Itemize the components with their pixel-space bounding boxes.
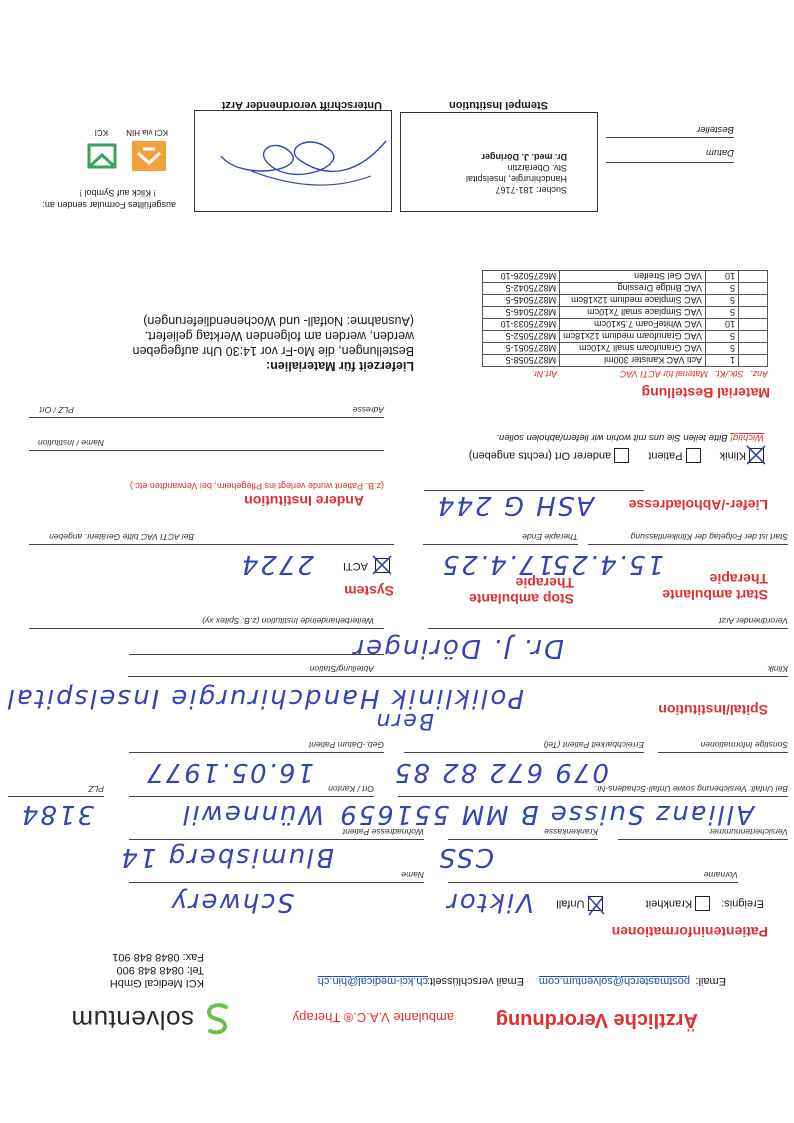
material-art-cell: M8275051-5 <box>483 343 560 355</box>
stamp-line3: Handchirurgie, Inselspital <box>465 174 567 184</box>
kci-label: KCI <box>94 128 108 137</box>
solventum-wordmark: solventum <box>71 1005 194 1035</box>
material-qty-cell[interactable] <box>739 307 768 319</box>
liefer-andere-label: anderer Ort (rechts angeben) <box>468 449 612 462</box>
actii-check-mark <box>371 554 393 576</box>
kci-send-icon[interactable] <box>86 141 118 171</box>
klinik-value-line2: Bern <box>374 708 434 733</box>
plz-ort-label: PLZ / Ort <box>39 405 74 415</box>
unfall-checkbox[interactable] <box>588 896 603 911</box>
krankheit-label: Krankheit <box>645 897 693 910</box>
liefer-value: ASH G 244 <box>435 490 594 520</box>
unfall-label: Unfall <box>556 897 585 910</box>
vorname-value: Viktor <box>445 887 534 917</box>
stamp-box <box>400 112 598 212</box>
lieferzeit-title: Lieferzeit für Materialien: <box>266 359 414 373</box>
material-table-body <box>483 271 768 367</box>
actii-checkbox[interactable] <box>375 558 390 573</box>
material-name-cell: Acti VAC Kanister 300ml <box>560 355 706 367</box>
material-art-cell: M8275052-5 <box>483 331 560 343</box>
material-qty-cell[interactable] <box>739 355 768 367</box>
material-section-title: Material Bestellung <box>641 385 770 401</box>
klinik-label: Klinik <box>767 664 788 674</box>
liefer-patient-label: Patient <box>648 449 683 462</box>
company-fax: Fax: 0848 848 901 <box>112 951 204 963</box>
plz-label: PLZ <box>88 784 104 794</box>
liefer-section-title: Liefer-/Abholadresse <box>628 497 768 513</box>
ort-value: Wünnewil <box>181 799 324 829</box>
material-row <box>483 355 768 367</box>
material-qty-cell[interactable] <box>739 319 768 331</box>
send-note <box>6 187 176 211</box>
lieferzeit-block <box>34 313 414 373</box>
liefer-wichtig-text: Bitte teilen Sie uns mit wohin wir liefern/abholen sollen. <box>496 432 728 443</box>
arzt-value: Dr. J. Döringer <box>351 633 564 663</box>
hin-label: KCI via HIN <box>126 128 168 137</box>
material-unit-cell: 10 <box>706 319 739 331</box>
material-col-unit: Stk./Kt. <box>714 369 744 379</box>
liefer-andere-checkbox[interactable] <box>614 448 629 463</box>
unfall-versicherung-value: Allianz Suisse B MM 551659 <box>338 799 754 829</box>
material-unit-cell: 10 <box>706 271 739 283</box>
material-name-cell: VAC WhiteFoam 7.5x10cm <box>560 319 706 331</box>
krankenkasse-value: CSS <box>437 842 494 872</box>
material-art-cell: M6275033-10 <box>483 319 560 331</box>
address-label: Wohnadresse Patient <box>342 827 424 837</box>
unfall-versicherung-label: Bei Unfall: Versicherung sowie Unfall-Schadens-Nr. <box>594 784 788 794</box>
name-institution-label: Name / Institution <box>37 438 104 448</box>
liefer-wichtig <box>496 432 764 443</box>
weiterbehandelnde-label: Weiterbehandelnde Institution (z.B. Spitex xy) <box>202 616 374 626</box>
signature-scribble <box>195 111 391 211</box>
adresse-label: Adresse <box>352 405 384 415</box>
ort-label: Ort / Kanton <box>328 784 374 794</box>
name-label: Name <box>401 870 424 880</box>
material-col-material: Material für ACTI VAC <box>619 369 708 379</box>
company-block <box>110 950 204 989</box>
name-value: Schwery <box>169 887 294 917</box>
material-row <box>483 319 768 331</box>
material-qty-cell[interactable] <box>739 343 768 355</box>
material-row <box>483 271 768 283</box>
ereignis-label: Ereignis: <box>721 897 764 910</box>
stamp-label: Stempel Institution <box>449 99 548 111</box>
send-note-line1: ! Klick auf Symbol ! <box>79 188 156 198</box>
material-name-cell: VAC Simplace medium 12x18cm <box>560 295 706 307</box>
start-date-value: 15.4.25 <box>550 549 664 579</box>
email-label: Email: <box>695 975 726 987</box>
material-unit-cell: 5 <box>706 343 739 355</box>
signature-label: Unterschrift verordnender Arzt <box>221 99 382 111</box>
email-encrypted-label: Email verschlüsselt: <box>426 975 524 987</box>
dob-label: Geb.-Datum Patient <box>308 740 384 750</box>
material-name-cell: VAC Gel Streifen <box>560 271 706 283</box>
sonstige-label: Sonstige Informationen <box>700 740 788 750</box>
versichertennummer-label: Versichertennummer <box>709 827 788 837</box>
dob-value: 16.05.1977 <box>145 757 314 787</box>
vorname-label: Vorname <box>703 870 738 880</box>
material-row <box>483 295 768 307</box>
form-subtitle: ambulante V.A.C.® Therapy <box>292 1010 454 1025</box>
actii-label: ACTI <box>342 559 368 572</box>
andere-institution-note: (z.B. Patient wurde verlegt ins Pflegeheim, bei Verwandten etc.) <box>129 481 384 491</box>
liefer-klinik-checkbox[interactable] <box>749 448 764 463</box>
arzt-label: Verordnender Arzt <box>719 616 788 626</box>
company-tel: Tel: 0848 848 900 <box>116 964 204 976</box>
actii-option <box>343 558 390 573</box>
liefer-wichtig-prefix: Wichtig! <box>730 432 764 443</box>
material-art-cell: M8275042-5 <box>483 283 560 295</box>
plz-value: 3184 <box>19 799 94 829</box>
material-name-cell: VAC Granufoam small 7x10cm <box>560 343 706 355</box>
material-unit-cell: 5 <box>706 283 739 295</box>
material-art-cell: M8275046-5 <box>483 307 560 319</box>
solventum-logo-icon <box>200 1001 234 1037</box>
material-name-cell: VAC Bridge Dressing <box>560 283 706 295</box>
lieferzeit-line1: Bestellungen, die Mo-Fr vor 14:30 Uhr aufgegeben <box>132 344 414 358</box>
material-row <box>483 283 768 295</box>
material-art-cell: M8275058-5 <box>483 355 560 367</box>
liefer-patient-checkbox[interactable] <box>686 448 701 463</box>
material-unit-cell: 1 <box>706 355 739 367</box>
phone-label: Erreichbarkeit Patient (Tel) <box>543 740 644 750</box>
material-col-qty: Anz. <box>749 369 768 379</box>
material-row <box>483 343 768 355</box>
liefer-options <box>469 448 764 463</box>
material-art-cell: M6275026-10 <box>483 271 560 283</box>
material-unit-cell: 5 <box>706 295 739 307</box>
hin-arrow-icon <box>132 141 166 171</box>
abteilung-label: Abteilung/Station <box>309 664 374 674</box>
stamp-line2: Stv. Oberärztin <box>507 163 567 173</box>
signature-box[interactable] <box>194 110 392 212</box>
liefer-klinik-check-mark <box>745 444 767 466</box>
stamp-line1: Dr. med. J. Döringer <box>481 152 567 162</box>
email-link[interactable]: postmasterch@solventum.com <box>538 975 690 987</box>
material-name-cell: VAC Simplace small 7x10cm <box>560 307 706 319</box>
system-title: System <box>344 583 394 599</box>
system-device-value: 2724 <box>239 549 314 579</box>
liefer-klinik-label: Klinik <box>719 449 746 462</box>
krankheit-checkbox[interactable] <box>695 896 710 911</box>
material-unit-cell: 5 <box>706 307 739 319</box>
system-note: Bei ACTI VAC bitte Gerätenr. angeben <box>49 532 194 542</box>
stop-note: Therapie Ende <box>522 532 578 542</box>
besteller-label: Besteller <box>697 124 734 135</box>
material-name-cell: VAC Granufoam medium 12x18cm <box>560 331 706 343</box>
andere-institution-title: Andere Institution <box>244 493 364 509</box>
ereignis-row <box>556 896 764 911</box>
material-qty-cell[interactable] <box>739 283 768 295</box>
stamp-content <box>466 151 567 195</box>
material-header <box>408 369 768 379</box>
unfall-check-mark <box>586 894 606 916</box>
start-therapie-title: Start ambulante Therapie <box>662 571 768 603</box>
material-qty-cell[interactable] <box>739 295 768 307</box>
material-qty-cell[interactable] <box>739 271 768 283</box>
solventum-logo <box>71 999 234 1037</box>
spital-section-title: Spital/Institution <box>658 702 768 718</box>
stamp-line4: Sucher: 181-7167 <box>495 185 567 195</box>
datum-label: Datum <box>706 147 734 158</box>
email-encrypted-link[interactable]: ch.kci-medical@hin.ch <box>317 975 428 987</box>
hin-send-icon[interactable] <box>132 141 166 171</box>
stop-therapie-title: Stop ambulante Therapie <box>468 575 574 607</box>
material-qty-cell[interactable] <box>739 331 768 343</box>
company-name: KCI Medical GmbH <box>109 977 204 989</box>
stop-date-value: 17.4.25 <box>440 549 554 579</box>
material-row <box>483 307 768 319</box>
klinik-value: Poliklinik Handchirurgie Inselspital <box>5 683 524 713</box>
material-art-cell: M8275045-5 <box>483 295 560 307</box>
material-table <box>482 270 768 367</box>
patient-section-title: Patienteninformationen <box>611 924 768 940</box>
krankenkasse-label: Krankenkasse <box>544 827 598 837</box>
kci-mail-icon <box>86 141 118 171</box>
send-note-line2: ausgefülltes Formular senden an: <box>42 200 176 210</box>
material-unit-cell: 5 <box>706 331 739 343</box>
lieferzeit-line2: werden, werden am folgenden Werktag geliefert. <box>144 329 414 343</box>
material-row <box>483 331 768 343</box>
address-value: Blumisberg 14 <box>119 842 334 872</box>
material-col-art: Art.Nr. <box>531 369 558 379</box>
lieferzeit-line3: (Ausnahme: Notfall- und Wochenendlieferungen) <box>143 314 414 328</box>
phone-value: 079 672 82 85 <box>392 757 609 787</box>
start-note: Start ist der Folgetag der Klinikentlassung <box>630 532 788 542</box>
form-title: Ärztliche Verordnung <box>495 1009 698 1031</box>
